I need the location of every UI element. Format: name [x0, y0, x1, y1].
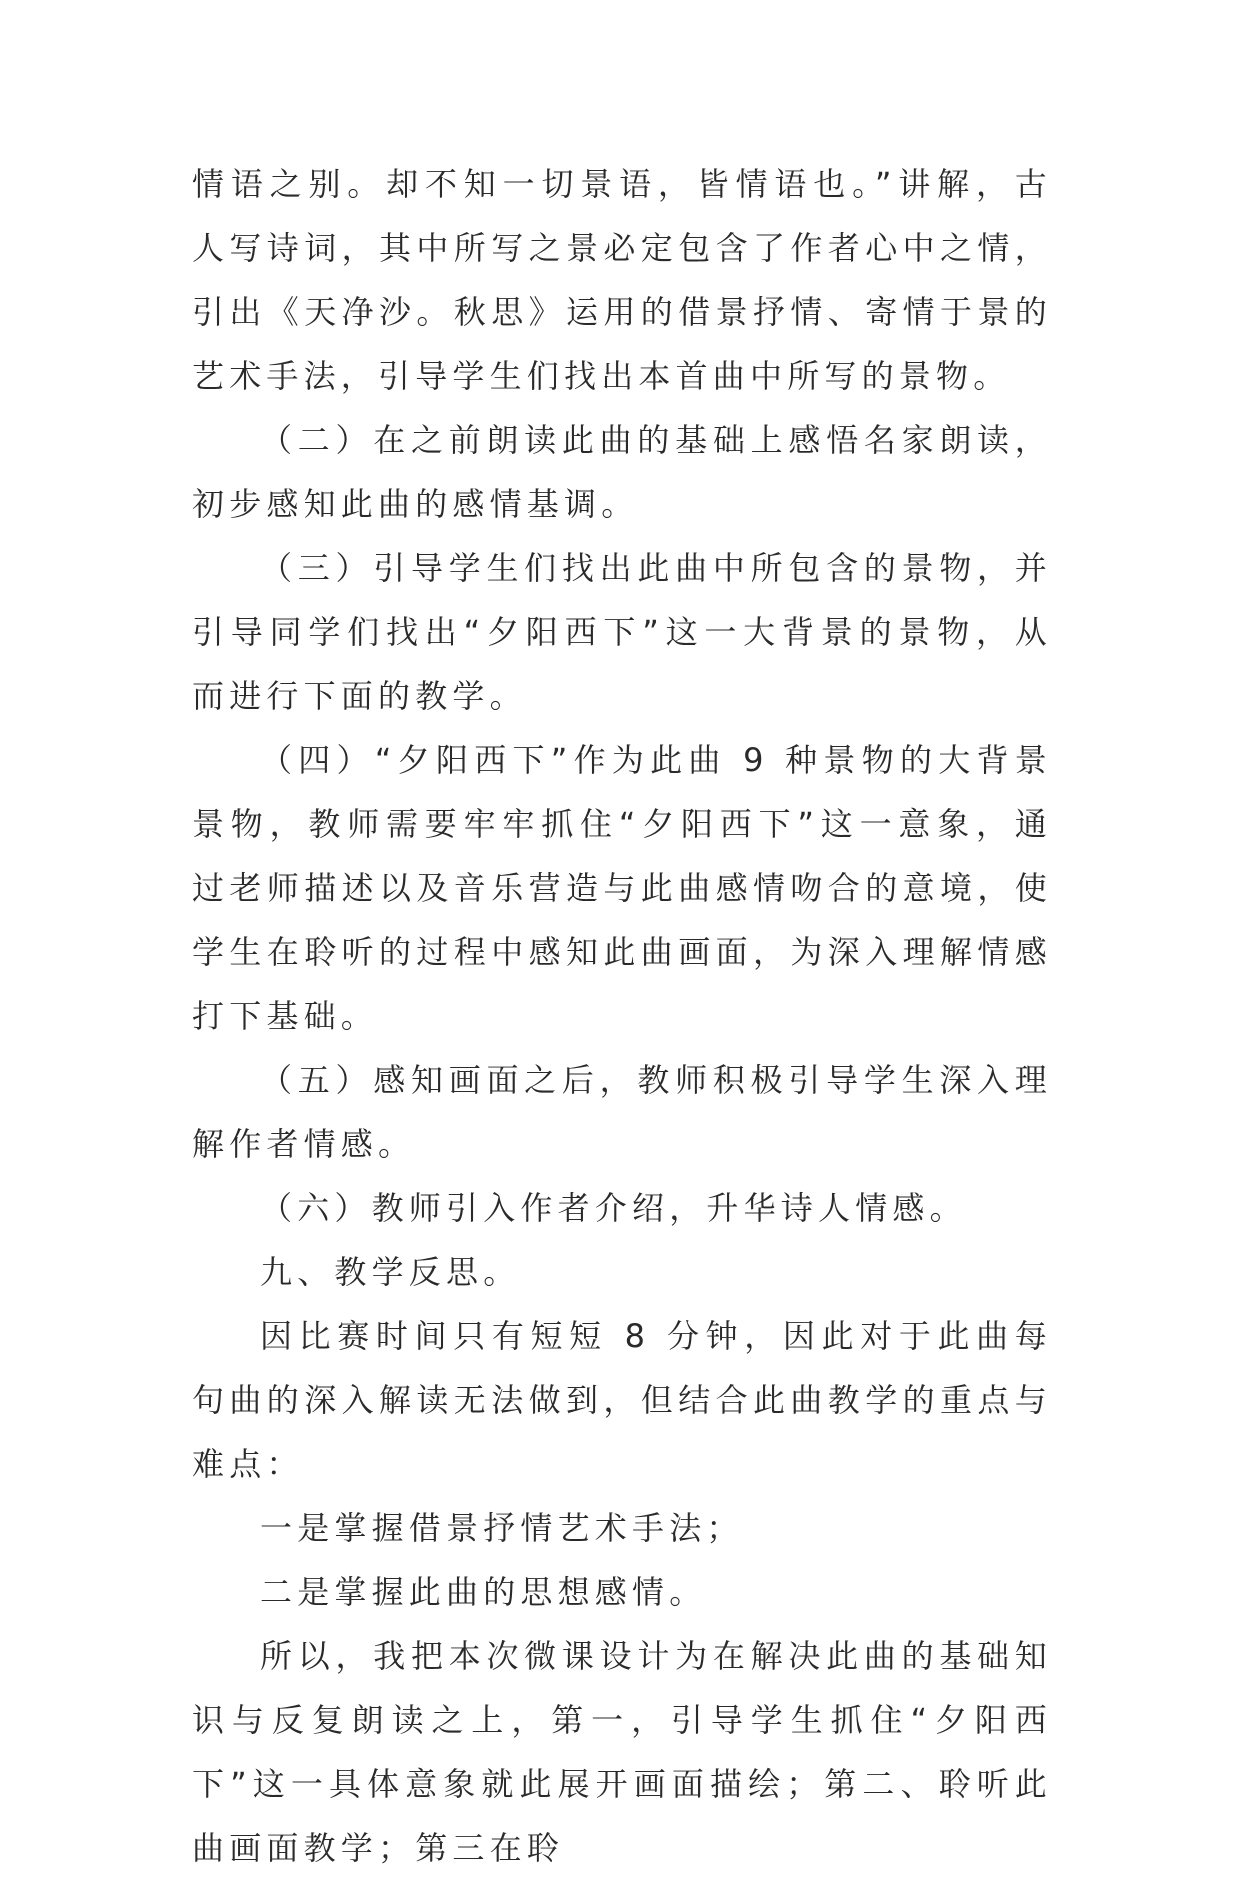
paragraph-step-6: （六）教师引入作者介绍，升华诗人情感。 — [260, 1189, 967, 1227]
paragraph-key-point-1: 一是掌握借景抒情艺术手法； — [260, 1509, 744, 1547]
section-heading-reflection: 九、教学反思。 — [260, 1253, 521, 1291]
paragraph-step-4: （四）“夕阳西下”作为此曲 9 种景物的大背景景物，教师需要牢牢抓住“夕阳西下”这一意象，通过老师描述以及音乐营造与此曲感情吻合的意境，使学生在聆听的过程中感知此曲画面，为深入理解情感打下基础。 — [192, 741, 1052, 1035]
paragraph-key-point-2: 二是掌握此曲的思想感情。 — [260, 1573, 707, 1611]
paragraph-step-5: （五）感知画面之后，教师积极引导学生深入理解作者情感。 — [192, 1061, 1052, 1163]
paragraph-step-2: （二）在之前朗读此曲的基础上感悟名家朗读，初步感知此曲的感情基调。 — [192, 421, 1052, 523]
paragraph-design-summary: 所以，我把本次微课设计为在解决此曲的基础知识与反复朗读之上，第一，引导学生抓住“夕阳西下”这一具体意象就此展开画面描绘；第二、聆听此曲画面教学；第三在聆 — [192, 1637, 1052, 1867]
paragraph-step-3: （三）引导学生们找出此曲中所包含的景物，并引导同学们找出“夕阳西下”这一大背景的景物，从而进行下面的教学。 — [192, 549, 1052, 715]
paragraph-intro-continued: 情语之别。却不知一切景语，皆情语也。”讲解，古人写诗词，其中所写之景必定包含了作者心中之情，引出《天净沙。秋思》运用的借景抒情、寄情于景的艺术手法，引导学生们找出本首曲中所写的景物。 — [192, 165, 1052, 395]
paragraph-reflection-intro: 因比赛时间只有短短 8 分钟，因此对于此曲每句曲的深入解读无法做到，但结合此曲教学的重点与难点： — [192, 1317, 1052, 1483]
document-page — [192, 152, 1052, 1880]
